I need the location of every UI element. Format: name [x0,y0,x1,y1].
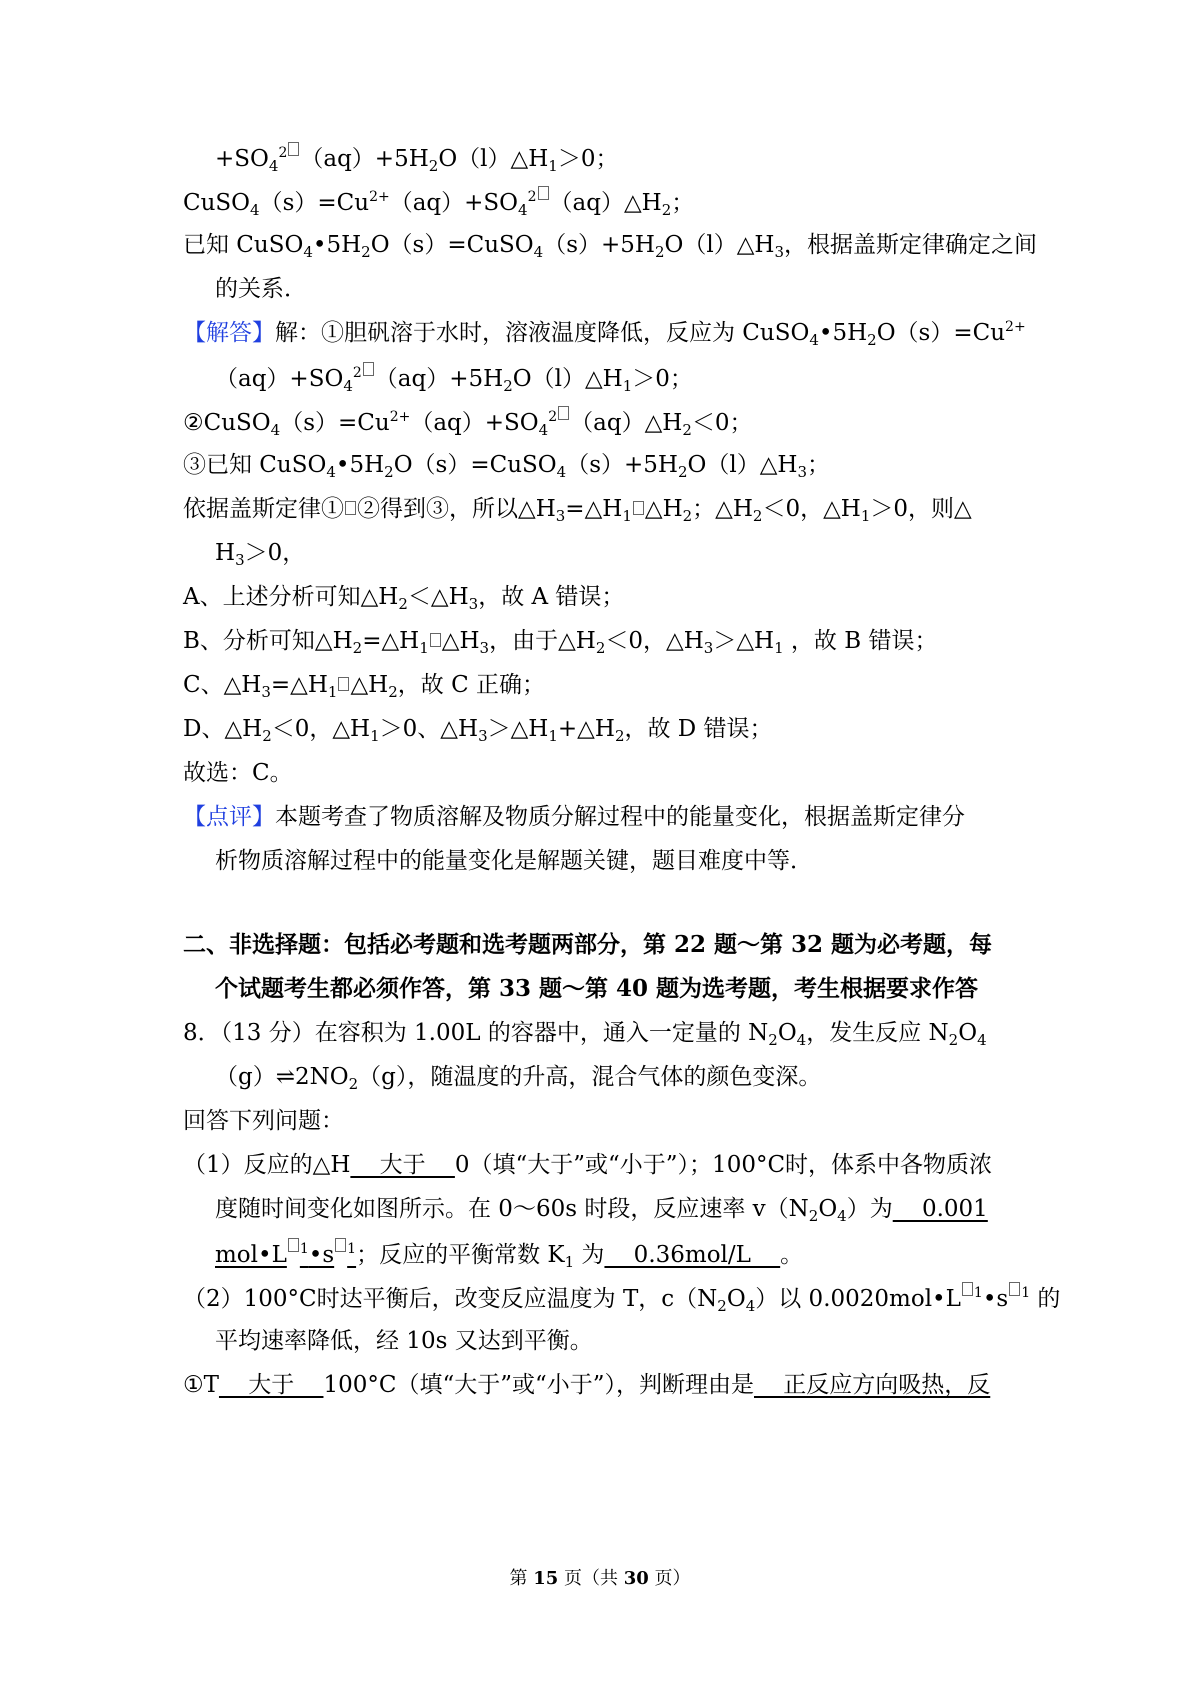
missing-glyph-icon [1009,1282,1020,1296]
answer-blank-cont: mol•L $^1$•s $^1$ [215,1242,356,1268]
answer-blank: 正反应方向吸热，反 [754,1372,991,1398]
page-total: 30 [623,1568,649,1589]
page-number: 15 [533,1568,559,1589]
answer-blank: 大于 [218,1372,324,1398]
missing-glyph-icon [363,362,374,376]
answer-line: D、$\triangle H_2<0$，$\triangle H_1>0$、$\triangle H_3>\triangle H_1+\triangle H_2$，故 D 错误； [183,716,773,745]
answer-line: $②CuSO_4(s)=Cu^{2+}(aq)+SO_4^2$ $(aq)\triangle H_2<0$； [0,406,1200,438]
question-line: 回答下列问题： [183,1108,344,1134]
missing-glyph-icon [288,142,299,156]
answer-line: ③已知 $CuSO_4•5H_2O(s)=CuSO_4(s)+5H_2O(l)\triangle H_3$； [183,452,831,481]
missing-glyph-icon [538,186,549,200]
answer-blank: 大于 [350,1152,455,1178]
missing-glyph-icon [633,501,644,515]
comment-line: 【点评】本题考查了物质溶解及物质分解过程中的能量变化，根据盖斯定律分 [183,804,965,830]
question-line: $(g)\rightleftharpoons 2NO_2(g)$，随温度的升高，混合气体的颜色变深。 [215,1064,822,1093]
question-line: mol•L $^1$•s $^1$；反应的平衡常数 $K_1$ 为 0.36mol/L 。 [0,1238,1200,1270]
answer-tag: 【解答】 [183,320,275,346]
answer-line: C、$\triangle H_3=\triangle H_1$ $\triangle H_2$，故 C 正确； [183,672,545,701]
question-line: （1）反应的△H 大于 0（填“大于”或“小于”）；100°C时，体系中各物质浓 [183,1152,993,1178]
answer-line: A、上述分析可知$\triangle H_2<\triangle H_3$，故 A 错误； [183,584,625,613]
text-line: $+SO_4^2$ $(aq)+5H_2O(l)\triangle H_1>0$； [0,142,1200,174]
answer-line: 【解答】解：①胆矾溶于水时，溶液温度降低，反应为 $CuSO_4•5H_2O(s)=Cu^{2+}$ [183,319,1026,349]
answer-blank: 0.36mol/L [604,1242,781,1268]
missing-glyph-icon [345,501,356,515]
text-line: 已知 $CuSO_4•5H_2O(s)=CuSO_4(s)+5H_2O(l)\triangle H_3$，根据盖斯定律确定之间 [183,232,1038,261]
text-line: $CuSO_4(s)=Cu^{2+}(aq)+SO_4^2$ $(aq)\triangle H_2$； [0,186,1200,218]
question-line: （2）100°C时达平衡后，改变反应温度为 T，$c(N_2O_4)$以 0.0020mol•L $^1$•s $^1$ 的 [0,1282,1200,1314]
missing-glyph-icon [430,633,441,647]
missing-glyph-icon [338,677,349,691]
comment-line: 析物质溶解过程中的能量变化是解题关键，题目难度中等． [215,848,813,874]
missing-glyph-icon [558,406,569,420]
section-heading: 个试题考生都必须作答，第 33 题～第 40 题为选考题，考生根据要求作答 [215,975,979,1002]
question-line: ①T 大于 100°C（填“大于”或“小于”），判断理由是 正反应方向吸热，反 [183,1372,991,1398]
answer-blank: 0.001 [892,1196,988,1222]
missing-glyph-icon [962,1282,973,1296]
missing-glyph-icon [335,1238,346,1252]
answer-line: $H_3>0$， [215,540,306,569]
missing-glyph-icon [288,1238,299,1252]
answer-line: $(aq)+SO_4^2$ $(aq)+5H_2O(l)\triangle H_1>0$； [0,362,1200,394]
question-line: 度随时间变化如图所示。在 0～60s 时段，反应速率 $v(N_2O_4)$为 0.001 [215,1196,988,1225]
answer-line: B、分析可知$\triangle H_2=\triangle H_1$ $\triangle H_3$，由于$\triangle H_2<0$，$\triangle H_3>\triangle H_1$ ，故 B 错误； [183,628,938,657]
question-line: 8．（13 分）在容积为 1.00L 的容器中，通入一定量的 $N_2O_4$，发生反应 $N_2O_4$ [183,1020,987,1049]
page-footer: 第 15 页（共 30 页） [509,1568,691,1589]
text-line: 的关系． [215,276,307,302]
answer-line: 依据盖斯定律① ②得到③，所以$\triangle H_3=\triangle H_1$ $\triangle H_2$；$\triangle H_2<0$，$\triangle H_1>0$，则△ [183,496,972,525]
comment-tag: 【点评】 [183,804,275,830]
question-line: 平均速率降低，经 10s 又达到平衡。 [215,1328,593,1354]
answer-line: 故选：C。 [183,760,293,786]
section-heading: 二、非选择题：包括必考题和选考题两部分，第 22 题～第 32 题为必考题，每 [183,931,993,958]
